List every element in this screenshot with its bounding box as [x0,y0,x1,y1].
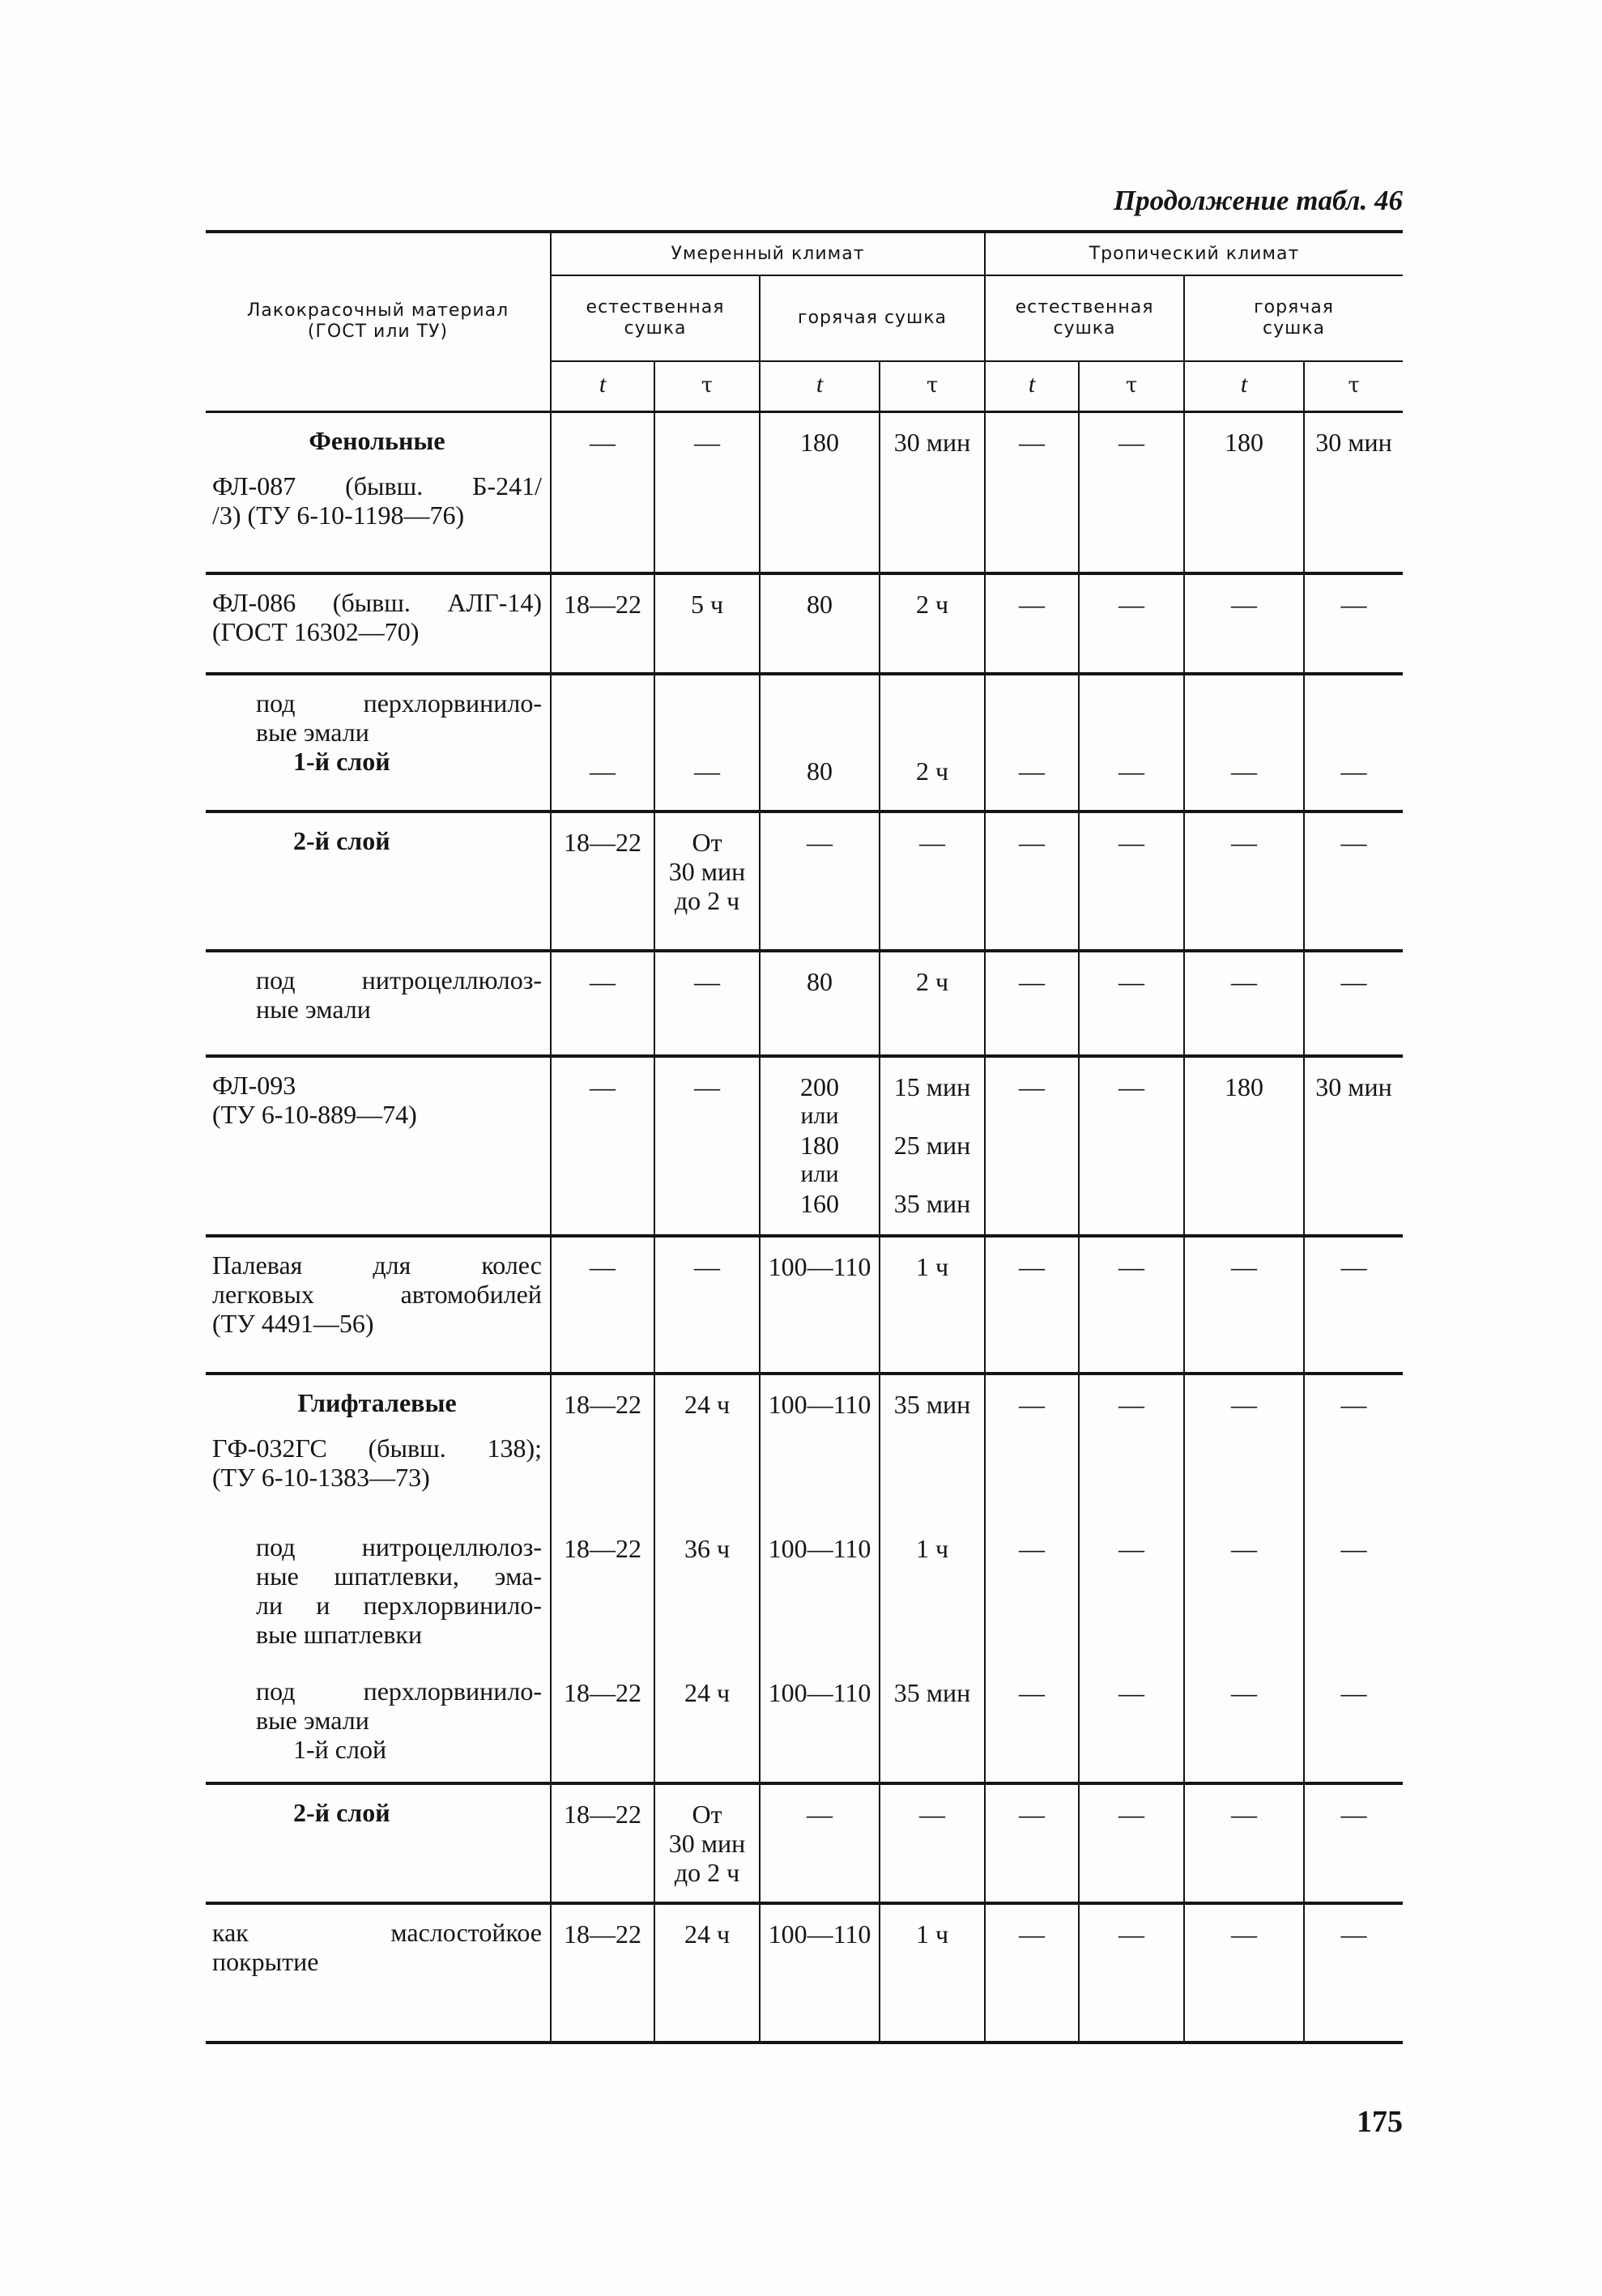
material-line: (ТУ 6-10-1383—73) [212,1463,430,1492]
value-cell: — [1079,1903,1184,2043]
material-cell [206,573,551,674]
value-cell: — [654,951,760,1056]
value-cell: — [985,811,1079,951]
temperature-option: 200 [800,1072,839,1101]
value-cell: — [654,411,760,573]
value-cell: 2 ч [880,573,985,674]
material-cell [206,411,551,573]
value-cell: — [1304,1519,1403,1663]
value-line: От [692,1800,722,1829]
value-cell: — [1304,573,1403,674]
value-cell: — [985,1783,1079,1903]
tropical-natural-drying-header: естественная сушка [985,275,1184,361]
time-option: 15 мин [893,1072,971,1101]
value-cell: — [654,674,760,811]
value-cell: — [1304,1663,1403,1783]
value-line: до 2 ч [674,1858,740,1887]
value-cell: 100—110 [760,1236,880,1374]
value-cell: — [551,1056,654,1236]
value-line: От [692,828,722,857]
material-line: вые шпатлевки [256,1620,423,1649]
value-cell: 35 мин [880,1663,985,1783]
value-cell: 100—110 [760,1663,880,1783]
value-cell: — [551,1236,654,1374]
table-row [206,1519,1403,1663]
value-cell: — [1079,573,1184,674]
material-line: покрытие [212,1947,319,1976]
value-cell: — [760,1783,880,1903]
value-cell: 35 мин [880,1374,985,1519]
value-cell: — [1304,674,1403,811]
value-cell: 180 [1184,1056,1304,1236]
value-cell: — [1184,1374,1304,1519]
temperature-symbol: t [599,371,607,398]
value-cell: — [1304,1236,1403,1374]
value-cell: — [1304,1374,1403,1519]
time-symbol: τ [701,373,714,398]
value-cell: — [1184,1903,1304,2043]
material-cell [206,1663,551,1783]
time-symbol: τ [1125,373,1138,398]
temperate-hot-drying-header: горячая сушка [760,275,985,361]
value-cell: 180 [760,411,880,573]
value-cell: 30 мин [880,411,985,573]
table-row [206,811,1403,951]
value-cell: — [1079,1056,1184,1236]
material-group-heading: Глифталевые [297,1388,457,1417]
table-row [206,1903,1403,2043]
or-separator: или [800,1102,839,1129]
table-row [206,573,1403,674]
material-line: ные эмали [256,995,371,1024]
value-cell: — [985,1663,1079,1783]
material-line: /3) (ТУ 6-10-1198—76) [212,500,465,530]
value-cell: — [1184,1783,1304,1903]
temperature-symbol: t [1028,371,1036,398]
value-cell: — [551,411,654,573]
spacer [880,1160,984,1189]
material-line: как маслостойкое [212,1918,542,1947]
temperature-option: 180 [800,1131,839,1160]
value-cell: 80 [760,951,880,1056]
value-line: 30 мин [668,857,746,886]
material-line: ФЛ-086 (бывш. АЛГ-14) [212,588,542,617]
value-cell: 2 ч [880,674,985,811]
material-line: ФЛ-087 (бывш. Б-241/ [212,471,542,501]
value-cell: 80 [760,674,880,811]
material-line: (ТУ 4491—56) [212,1309,374,1338]
material-line: ГФ-032ГС (бывш. 138); [212,1433,542,1463]
value-cell: — [1184,674,1304,811]
material-line: Палевая для колес [212,1250,542,1280]
value-cell [760,1056,880,1236]
material-cell [206,951,551,1056]
value-cell: — [1184,1236,1304,1374]
table-row [206,1056,1403,1236]
time-option: 25 мин [893,1131,971,1160]
value-cell: — [1304,811,1403,951]
material-line: ФЛ-093 [212,1071,296,1100]
value-cell: — [1079,811,1184,951]
material-line: ли и перхлорвинило- [256,1591,542,1620]
time-option: 35 мин [893,1189,971,1218]
value-cell: 18—22 [551,811,654,951]
value-cell: 18—22 [551,1374,654,1519]
value-cell: 24 ч [654,1663,760,1783]
material-group-heading: Фенольные [309,425,445,455]
value-cell: 18—22 [551,573,654,674]
value-cell: 5 ч [654,573,760,674]
value-cell: — [1079,1663,1184,1783]
value-cell: — [1184,951,1304,1056]
material-cell [206,811,551,951]
value-cell: 180 [1184,411,1304,573]
value-cell: 18—22 [551,1783,654,1903]
value-cell: — [551,674,654,811]
material-line: под нитроцеллюлоз- [256,1532,542,1561]
material-line: под перхлорвинило- [256,688,542,718]
value-cell: — [1079,674,1184,811]
value-cell: — [654,1056,760,1236]
time-symbol: τ [1348,373,1360,398]
table-row [206,1236,1403,1374]
value-cell: 30 мин [1304,411,1403,573]
material-line: вые эмали [256,718,369,747]
value-cell: — [1184,811,1304,951]
value-cell: — [880,811,985,951]
material-line: (ГОСТ 16302—70) [212,617,420,646]
material-cell [206,1783,551,1903]
value-cell: 24 ч [654,1374,760,1519]
value-cell: — [1304,1903,1403,2043]
value-cell: — [985,1519,1079,1663]
layer-label: 2-й слой [293,1798,390,1827]
value-cell: — [985,1374,1079,1519]
drying-modes-table [206,230,1403,2044]
value-cell: — [1304,951,1403,1056]
temperature-option: 160 [800,1189,839,1218]
material-cell [206,1056,551,1236]
table-row [206,951,1403,1056]
value-cell: — [985,951,1079,1056]
table-row [206,411,1403,573]
value-cell: 80 [760,573,880,674]
temperate-natural-drying-header: естественная сушка [551,275,760,361]
page-number: 175 [1357,2105,1403,2139]
layer-label: 1-й слой [293,1735,387,1764]
value-cell: 36 ч [654,1519,760,1663]
value-cell: 100—110 [760,1374,880,1519]
value-cell: 2 ч [880,951,985,1056]
material-line: под перхлорвинило- [256,1676,542,1706]
time-symbol: τ [926,373,939,398]
value-cell [880,1056,985,1236]
value-cell: 18—22 [551,1663,654,1783]
material-line: (ТУ 6-10-889—74) [212,1100,417,1129]
table-row [206,1374,1403,1519]
value-cell: — [551,951,654,1056]
material-cell [206,1236,551,1374]
value-cell: — [1184,1519,1304,1663]
material-cell [206,1903,551,2043]
value-cell: — [1304,1783,1403,1903]
tropical-hot-drying-header: горячая сушка [1184,275,1403,361]
material-line: вые эмали [256,1706,369,1735]
value-cell: 18—22 [551,1903,654,2043]
value-cell: 1 ч [880,1519,985,1663]
table-row [206,674,1403,811]
material-cell [206,1519,551,1663]
layer-label: 2-й слой [293,826,390,855]
temperature-symbol: t [1240,371,1248,398]
value-cell: — [985,674,1079,811]
table-row [206,1663,1403,1783]
material-cell [206,1374,551,1519]
value-cell: — [985,1236,1079,1374]
value-cell: — [985,1056,1079,1236]
layer-label: 1-й слой [293,747,390,776]
or-separator: или [800,1161,839,1187]
spacer [880,1101,984,1131]
material-column-header: Лакокрасочный материал (ГОСТ или ТУ) [206,232,551,411]
material-line: ные шпатлевки, эма- [256,1561,542,1591]
value-cell: — [1079,951,1184,1056]
value-cell: — [1079,1519,1184,1663]
value-cell: — [760,811,880,951]
value-cell: 1 ч [880,1903,985,2043]
value-cell: — [1184,573,1304,674]
material-line: легковых автомобилей [212,1280,542,1309]
value-cell [654,1783,760,1903]
value-line: до 2 ч [674,886,740,915]
value-cell: — [654,1236,760,1374]
value-cell: — [880,1783,985,1903]
material-line: под нитроцеллюлоз- [256,965,542,995]
tropical-climate-header: Тропический климат [985,232,1403,275]
value-cell: 18—22 [551,1519,654,1663]
material-cell [206,674,551,811]
table-continuation-title: Продолжение табл. 46 [1113,185,1403,216]
value-cell: 100—110 [760,1903,880,2043]
value-line: 30 мин [668,1829,746,1858]
value-cell: — [985,411,1079,573]
value-cell: 1 ч [880,1236,985,1374]
temperature-symbol: t [816,371,824,398]
value-cell: — [1079,1783,1184,1903]
value-cell: 24 ч [654,1903,760,2043]
value-cell: — [1079,1236,1184,1374]
value-cell [654,811,760,951]
value-cell: — [985,1903,1079,2043]
value-cell: — [1079,411,1184,573]
value-cell: 100—110 [760,1519,880,1663]
value-cell: — [1079,1374,1184,1519]
value-cell: 30 мин [1304,1056,1403,1236]
temperate-climate-header: Умеренный климат [551,232,985,275]
value-cell: — [1184,1663,1304,1783]
table-row [206,1783,1403,1903]
value-cell: — [985,573,1079,674]
